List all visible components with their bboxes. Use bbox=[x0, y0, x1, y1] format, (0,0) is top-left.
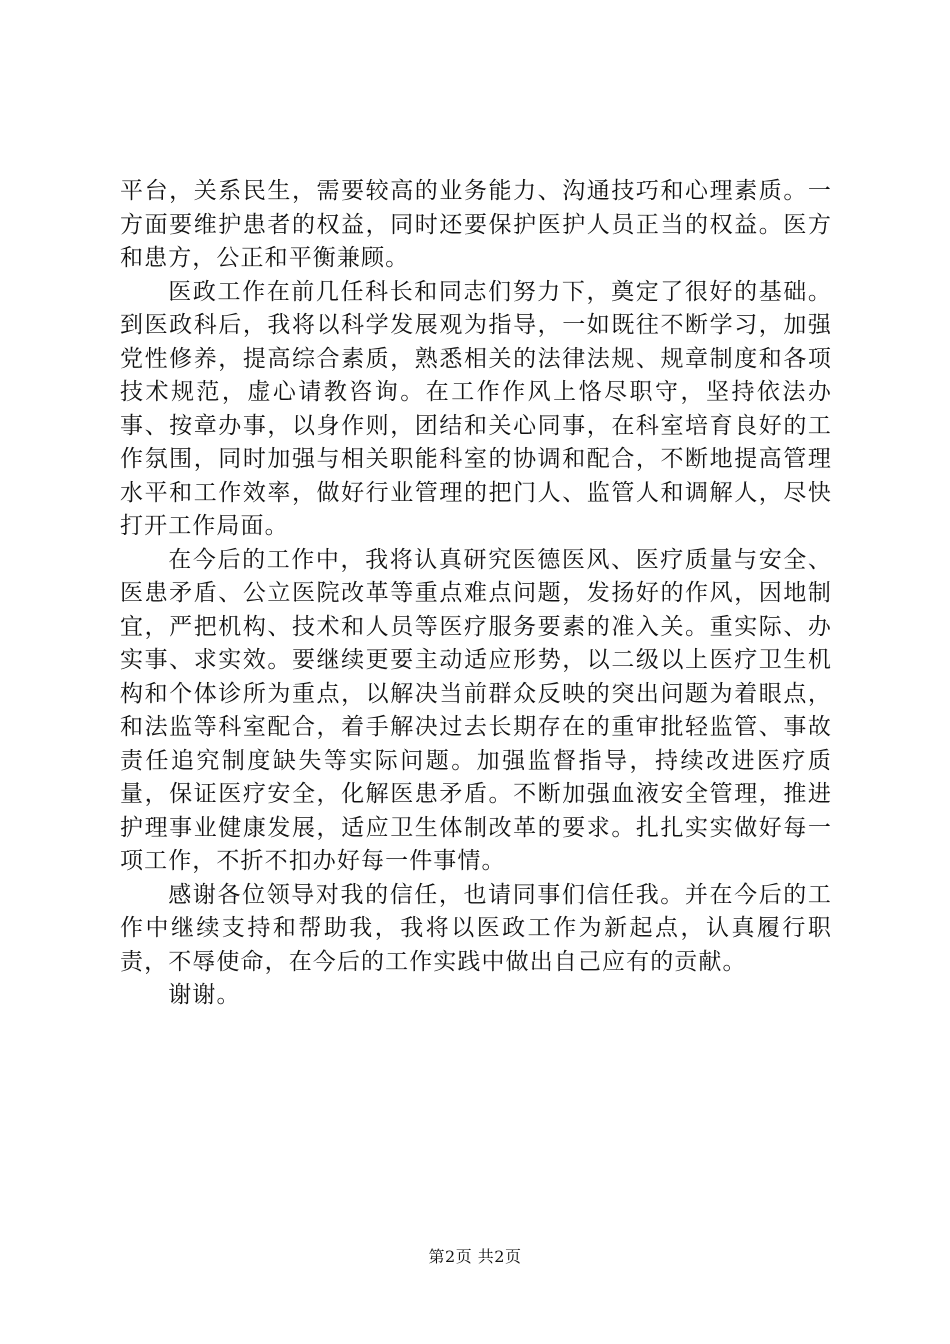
paragraph-thanks-leaders: 感谢各位领导对我的信任，也请同事们信任我。并在今后的工作中继续支持和帮助我，我将以医政工作为新起点，认真履行职责，不辱使命，在今后的工作实践中做出自己应有的贡献。 bbox=[120, 881, 832, 975]
paragraph-future-work: 在今后的工作中，我将认真研究医德医风、医疗质量与安全、医患矛盾、公立医院改革等重点难点问题，发扬好的作风，因地制宜，严把机构、技术和人员等医疗服务要素的准入关。重实际、办实事、求实效。要继续更要主动适应形势，以二级以上医疗卫生机构和个体诊所为重点，以解决当前群众反映的突出问题为着眼点，和法监等科室配合，着手解决过去长期存在的重审批轻监管、事故责任追究制度缺失等实际问题。加强监督指导，持续改进医疗质量，保证医疗安全，化解医患矛盾。不断加强血液安全管理，推进护理事业健康发展，适应卫生体制改革的要求。扎扎实实做好每一项工作，不折不扣办好每一件事情。 bbox=[120, 546, 832, 874]
page-number-footer: 第2页 共2页 bbox=[428, 1247, 522, 1266]
document-body bbox=[120, 175, 832, 1013]
paragraph-continuation: 平台，关系民生，需要较高的业务能力、沟通技巧和心理素质。一方面要维护患者的权益，同时还要保护医护人员正当的权益。医方和患方，公正和平衡兼顾。 bbox=[120, 178, 832, 271]
paragraph-closing: 谢谢。 bbox=[168, 982, 241, 1008]
paragraph-foundation: 医政工作在前几任科长和同志们努力下，奠定了很好的基础。到医政科后，我将以科学发展观为指导，一如既往不断学习，加强党性修养，提高综合素质，熟悉相关的法律法规、规章制度和各项技术规范，虚心请教咨询。在工作作风上恪尽职守，坚持依法办事、按章办事，以身作则，团结和关心同事，在科室培育良好的工作氛围，同时加强与相关职能科室的协调和配合，不断地提高管理水平和工作效率，做好行业管理的把门人、监管人和调解人，尽快打开工作局面。 bbox=[120, 278, 832, 539]
